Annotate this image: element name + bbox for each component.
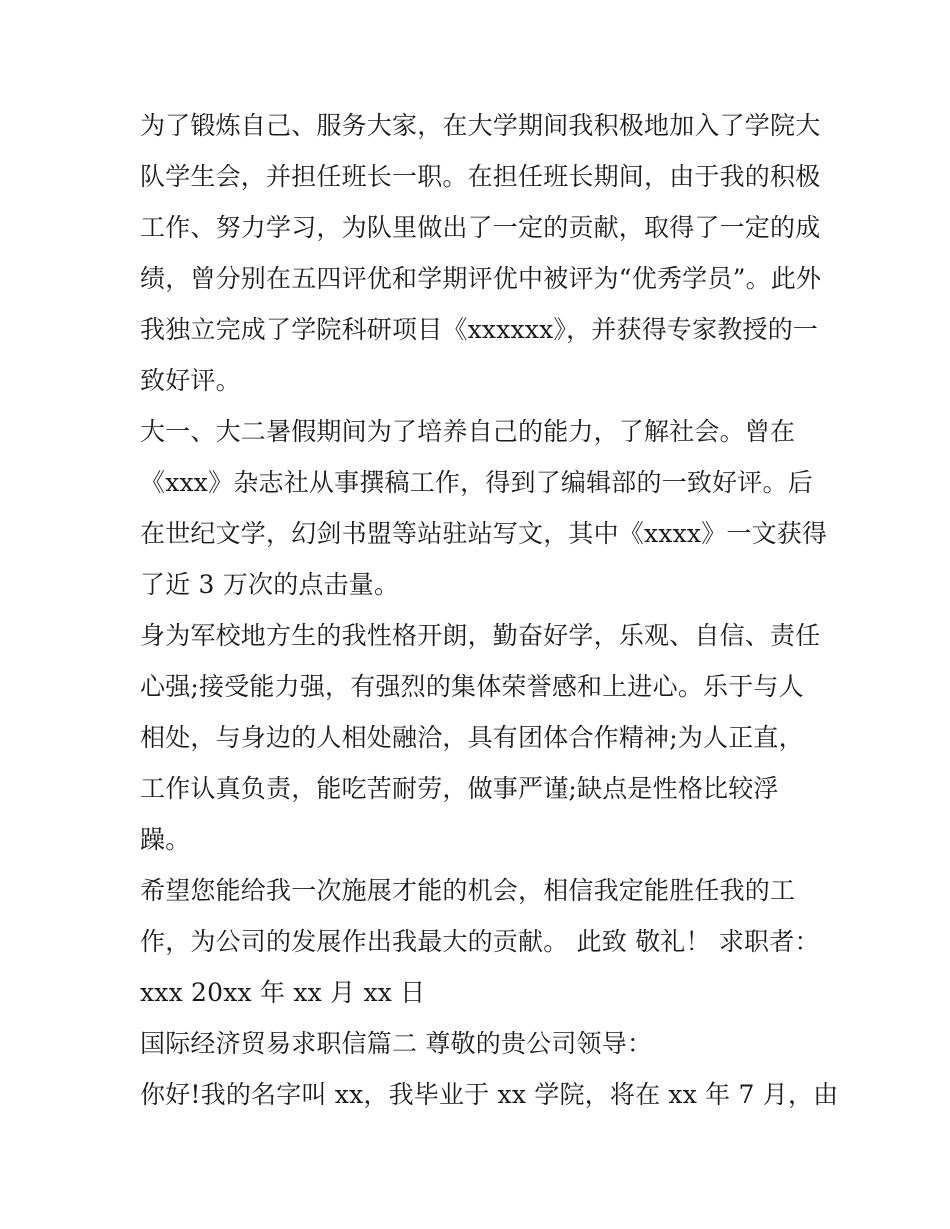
heading-line: 国际经济贸易求职信篇二 尊敬的贵公司领导：: [140, 1029, 653, 1058]
section-heading: [140, 1018, 820, 1069]
text-line: 在世纪文学，幻剑书盟等站驻站写文，其中《xxxx》一文获得: [140, 519, 828, 548]
text-line: 绩，曾分别在五四评优和学期评优中被评为“优秀学员”。此外: [140, 264, 822, 293]
text-line: 了近 3 万次的点击量。: [140, 570, 400, 599]
signature-date-line: xxx 20xx 年 xx 月 xx 日: [140, 978, 426, 1007]
text-line: 大一、大二暑假期间为了培养自己的能力，了解社会。曾在: [140, 417, 796, 446]
text-line: 作，为公司的发展作出我最大的贡献。 此致 敬礼！ 求职者：: [140, 927, 820, 956]
text-line: 致好评。: [140, 366, 241, 395]
paragraph-greeting: [140, 1069, 839, 1120]
text-line: 相处，与身边的人相处融洽，具有团体合作精神;为人正直，: [140, 723, 804, 752]
paragraph-closing: [140, 865, 820, 1018]
paragraph-summer-work: [140, 406, 828, 610]
text-line: 我独立完成了学院科研项目《xxxxxx》，并获得专家教授的一: [140, 315, 819, 344]
text-line: 你好!我的名字叫 xx，我毕业于 xx 学院，将在 xx 年 7 月，由: [140, 1080, 839, 1109]
document-body: [140, 100, 839, 1120]
text-line: 希望您能给我一次施展才能的机会，相信我定能胜任我的工: [140, 876, 796, 905]
paragraph-student-union: [140, 100, 820, 406]
paragraph-personality: [140, 610, 820, 865]
text-line: 身为军校地方生的我性格开朗，勤奋好学，乐观、自信、责任: [140, 621, 821, 650]
text-line: 为了锻炼自己、服务大家，在大学期间我积极地加入了学院大: [140, 111, 821, 140]
text-line: 心强;接受能力强，有强烈的集体荣誉感和上进心。乐于与人: [140, 672, 804, 701]
text-line: 工作、努力学习，为队里做出了一定的贡献，取得了一定的成: [140, 213, 821, 242]
text-line: 躁。: [140, 825, 191, 854]
text-line: 《xxx》杂志社从事撰稿工作，得到了编辑部的一致好评。后: [140, 468, 813, 497]
text-line: 队学生会，并担任班长一职。在担任班长期间，由于我的积极: [140, 162, 821, 191]
text-line: 工作认真负责，能吃苦耐劳，做事严谨;缺点是性格比较浮: [140, 774, 779, 803]
